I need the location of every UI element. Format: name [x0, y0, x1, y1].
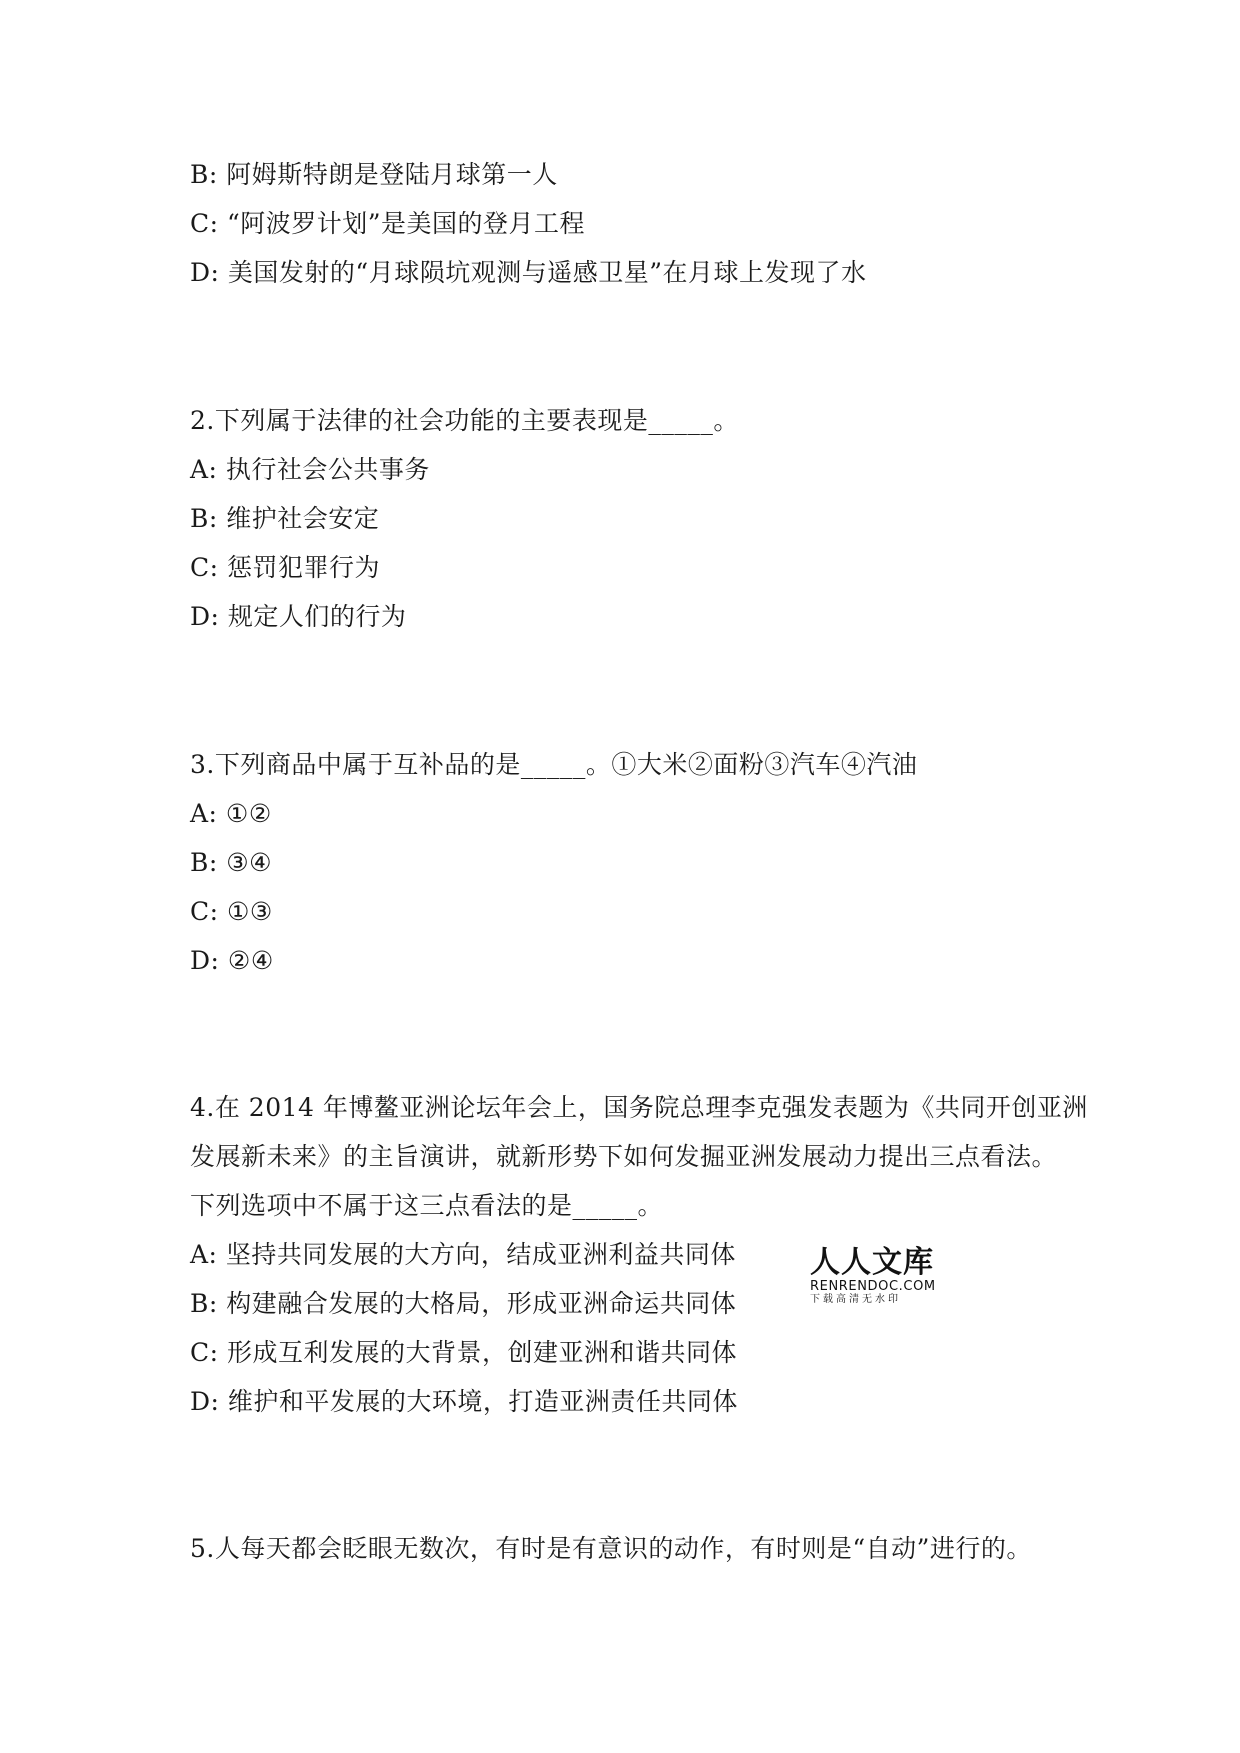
q1-option-c: C: “阿波罗计划”是美国的登月工程: [190, 209, 586, 238]
q3-question: 3.下列商品中属于互补品的是_____。①大米②面粉③汽车④汽油: [190, 750, 918, 779]
q4-question-line-3: 下列选项中不属于这三点看法的是_____。: [190, 1191, 664, 1220]
watermark-logo: [810, 1247, 940, 1307]
q3-option-a: A: ①②: [190, 799, 272, 828]
q1-option-d: D: 美国发射的“月球陨坑观测与遥感卫星”在月球上发现了水: [190, 258, 867, 287]
q2-option-c: C: 惩罚犯罪行为: [190, 553, 380, 582]
q3-option-b: B: ③④: [190, 848, 273, 877]
q4-option-b: B: 构建融合发展的大格局，形成亚洲命运共同体: [190, 1289, 737, 1318]
q2-option-d: D: 规定人们的行为: [190, 602, 407, 631]
watermark-title: 人人文库: [810, 1245, 934, 1280]
q4-option-d: D: 维护和平发展的大环境，打造亚洲责任共同体: [190, 1387, 738, 1416]
q5-question: 5.人每天都会眨眼无数次，有时是有意识的动作，有时则是“自动”进行的。: [190, 1534, 1032, 1563]
q4-question-line-2: 发展新未来》的主旨演讲，就新形势下如何发掘亚洲发展动力提出三点看法。: [190, 1142, 1058, 1171]
q4-question-line-1: 4.在 2014 年博鳌亚洲论坛年会上，国务院总理李克强发表题为《共同开创亚洲: [190, 1093, 1088, 1122]
watermark-tagline: 下载高清无水印: [810, 1294, 901, 1305]
q3-option-c: C: ①③: [190, 897, 273, 926]
q2-question: 2.下列属于法律的社会功能的主要表现是_____。: [190, 406, 739, 435]
q2-option-b: B: 维护社会安定: [190, 504, 380, 533]
q1-option-b: B: 阿姆斯特朗是登陆月球第一人: [190, 160, 558, 189]
q4-option-c: C: 形成互利发展的大背景，创建亚洲和谐共同体: [190, 1338, 737, 1367]
watermark-domain: RENRENDOC.COM: [810, 1279, 936, 1294]
q3-option-d: D: ②④: [190, 946, 274, 975]
q4-option-a: A: 坚持共同发展的大方向，结成亚洲利益共同体: [190, 1240, 736, 1269]
q2-option-a: A: 执行社会公共事务: [190, 455, 430, 484]
